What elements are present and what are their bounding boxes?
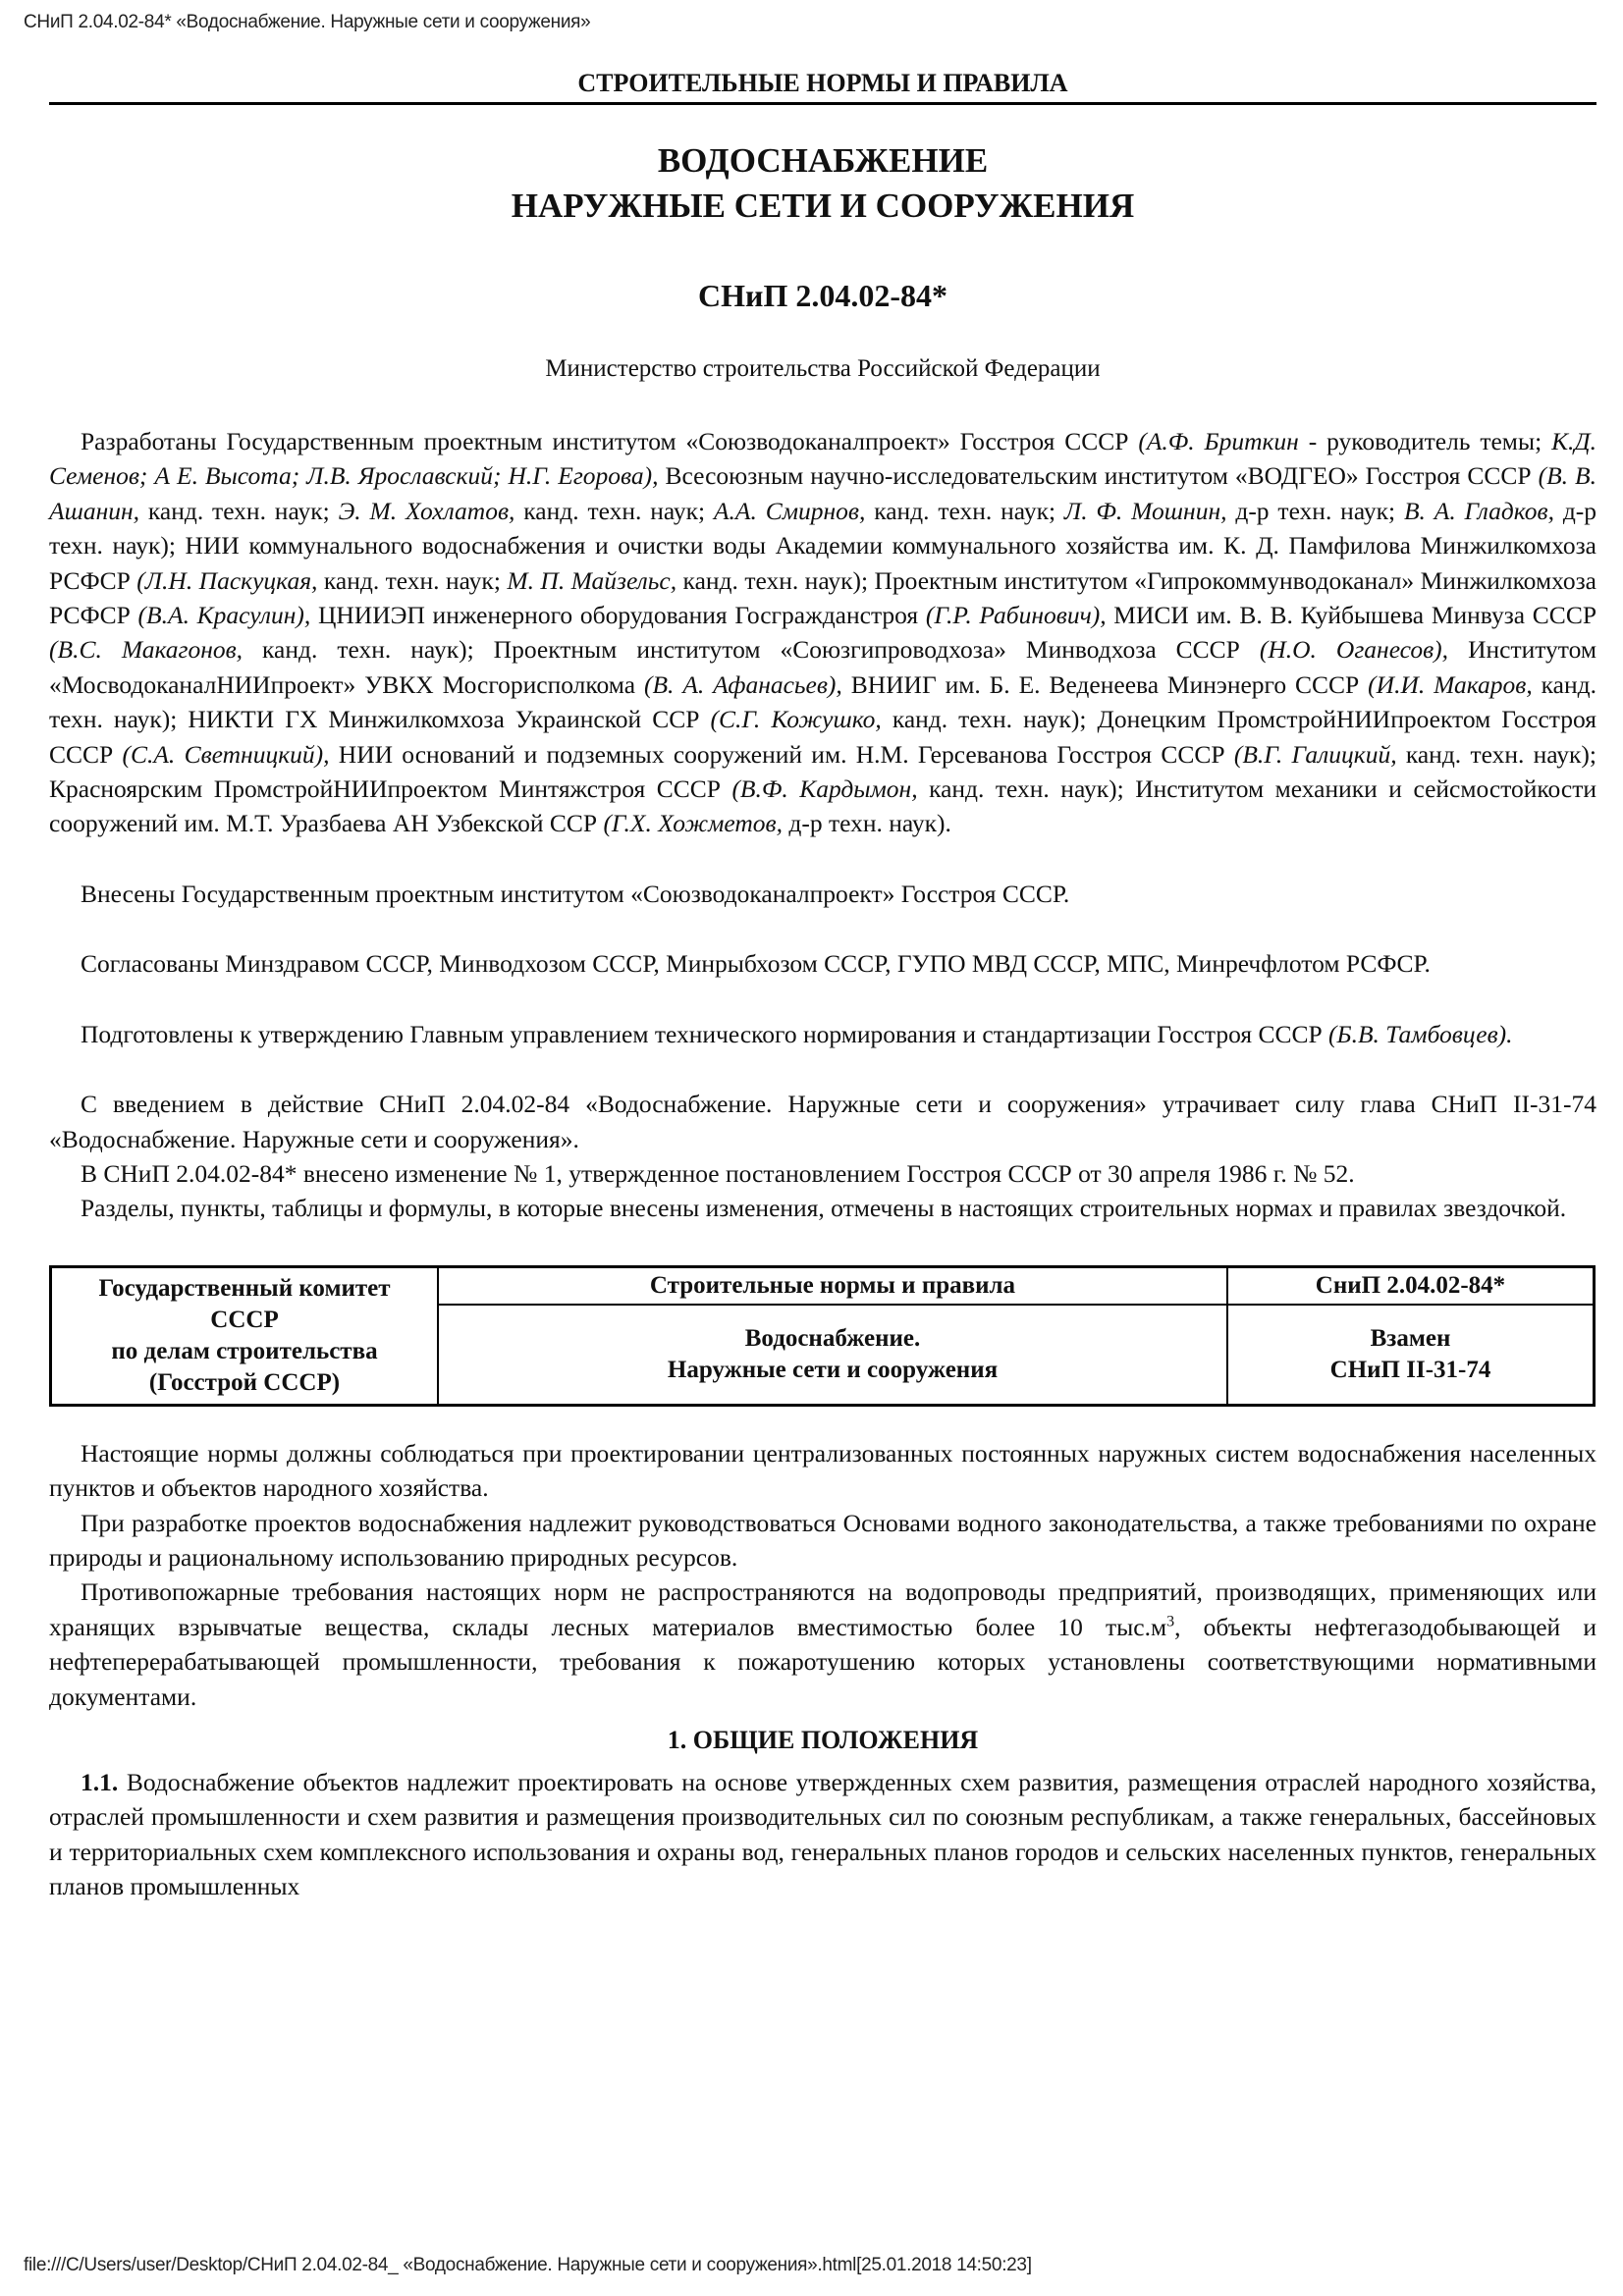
table-committee-cell: Государственный комитет СССР по делам строительства (Госстрой СССР) bbox=[51, 1266, 439, 1405]
browser-page-title: СНиП 2.04.02-84* «Водоснабжение. Наружные сети и сооружения» bbox=[24, 12, 591, 32]
paragraph-1-1: 1.1. Водоснабжение объектов надлежит проектировать на основе утвержденных схем развития, размещения отраслей народного хозяйства, отраслей промышленности и схем развития и размещения производительных сил по союзным республикам, а также генеральных, бассейновых и территориальных схем комплексного использования и охраны вод, генеральных планов городов и сельских населенных пунктов, генеральных планов промышленных bbox=[49, 1767, 1596, 1901]
ministry-line: Министерство строительства Российской Федерации bbox=[545, 355, 1101, 382]
title-line-1: ВОДОСНАБЖЕНИЕ bbox=[657, 141, 989, 180]
intro-paragraph-3: Разделы, пункты, таблицы и формулы, в которые внесены изменения, отмечены в настоящих строительных нормах и правилах звездочкой. bbox=[81, 1194, 1567, 1223]
document-header: СТРОИТЕЛЬНЫЕ НОРМЫ И ПРАВИЛА bbox=[49, 69, 1596, 105]
section-1-heading: 1. ОБЩИЕ ПОЛОЖЕНИЯ bbox=[667, 1725, 979, 1754]
body-paragraph-3: Противопожарные требования настоящих норм не распространяются на водопроводы предприятий, производящих, применяющих или хранящих взрывчатые вещества, склады лесных материалов вместимостью более 10 $тыс.м^3$, объекты нефтегазодобывающей и нефтеперерабатывающей промышленности, требования к пожаротушению которых установлены соответствующими нормативными документами. bbox=[49, 1577, 1596, 1711]
table-norms-cell: Строительные нормы и правила bbox=[438, 1266, 1227, 1305]
title-line-2: НАРУЖНЫЕ СЕТИ И СООРУЖЕНИЯ bbox=[511, 187, 1135, 225]
body-paragraph-1: Настоящие нормы должны соблюдаться при проектировании централизованных постоянных наружных систем водоснабжения населенных пунктов и объектов народного хозяйства. bbox=[49, 1438, 1596, 1503]
intro-paragraph-2: В СНиП 2.04.02-84* внесено изменение № 1, утвержденное постановлением Госстроя СССР от 30 апреля 1986 г. № 52. bbox=[81, 1158, 1355, 1188]
table-title-cell: Водоснабжение. Наружные сети и сооружения bbox=[438, 1305, 1227, 1406]
agreed-paragraph: Согласованы Минздравом СССР, Минводхозом СССР, Минрыбхозом СССР, ГУПО МВД СССР, МПС, Минречфлотом РСФСР. bbox=[81, 949, 1431, 979]
introduced-paragraph: Внесены Государственным проектным институтом «Союзводоканалпроект» Госстроя СССР. bbox=[81, 879, 1070, 908]
table-code-cell: СниП 2.04.02-84* bbox=[1227, 1266, 1595, 1305]
document-title bbox=[49, 138, 1596, 229]
table-replaces-cell: Взамен СНиП II-31-74 bbox=[1227, 1305, 1595, 1406]
body-paragraph-2: При разработке проектов водоснабжения надлежит руководствоваться Основами водного законодательства, а также требованиями по охране природы и рациональному использованию природных ресурсов. bbox=[49, 1508, 1596, 1572]
browser-file-path: file:///C/Users/user/Desktop/СНиП 2.04.02-84_ «Водоснабжение. Наружные сети и сооружения».html[25.01.2018 14:50:23] bbox=[24, 2255, 1032, 2275]
document-code: СНиП 2.04.02-84* bbox=[698, 278, 947, 313]
developed-paragraph: Разработаны Государственным проектным институтом «Союзводоканалпроект» Госстроя СССР (А.Ф. Бриткин - руководитель темы; К.Д. Семенов; А Е. Высота; Л.В. Ярославский; Н.Г. Егорова), Всесоюзным научно-исследовательским институтом «ВОДГЕО» Госстроя СССР (В. В. Ашанин, канд. техн. наук; Э. М. Хохлатов, канд. техн. наук; А.А. Смирнов, канд. техн. наук; Л. Ф. Мошнин, д-р техн. наук; В. А. Гладков, д-р техн. наук); НИИ коммунального водоснабжения и очистки воды Академии коммунального хозяйства им. К. Д. Памфилова Минжилкомхоза РСФСР (Л.Н. Паскуцкая, канд. техн. наук; М. П. Майзельс, канд. техн. наук); Проектным институтом «Гипрокоммунводоканал» Минжилкомхоза РСФСР (В.А. Красулин), ЦНИИЭП инженерного оборудования Госгражданстроя (Г.Р. Рабинович), МИСИ им. В. В. Куйбышева Минвуза СССР (В.С. Макагонов, канд. техн. наук); Проектным институтом «Союзгипроводхоза» Минводхоза СССР (Н.О. Оганесов), Институтом «МосводоканалНИИпроект» УВКХ Мосгорисполкома (В. А. Афанасьев), ВНИИГ им. Б. Е. Веденеева Минэнерго СССР (И.И. Макаров, канд. техн. наук); НИКТИ ГХ Минжилкомхоза Украинской ССР (С.Г. Кожушко, канд. техн. наук); Донецким ПромстройНИИпроектом Госстроя СССР (С.А. Светницкий), НИИ оснований и подземных сооружений им. Н.М. Герсеванова Госстроя СССР (В.Г. Галицкий, канд. техн. наук); Красноярским ПромстройНИИпроектом Минтяжстроя СССР (В.Ф. Кардымон, канд. техн. наук); Институтом механики и сейсмостойкости сооружений им. М.Т. Уразбаева АН Узбекской ССР (Г.Х. Хожметов, д-р техн. наук). bbox=[49, 427, 1597, 838]
prepared-paragraph: Подготовлены к утверждению Главным управлением технического нормирования и стандартизации Госстроя СССР (Б.В. Тамбовцев). bbox=[81, 1019, 1513, 1048]
document-info-table bbox=[49, 1265, 1596, 1407]
document-page bbox=[49, 69, 1596, 1904]
intro-paragraph-1: С введением в действие СНиП 2.04.02-84 «Водоснабжение. Наружные сети и сооружения» утрачивает силу глава СНиП II-31-74 «Водоснабжение. Наружные сети и сооружения». bbox=[49, 1090, 1596, 1153]
